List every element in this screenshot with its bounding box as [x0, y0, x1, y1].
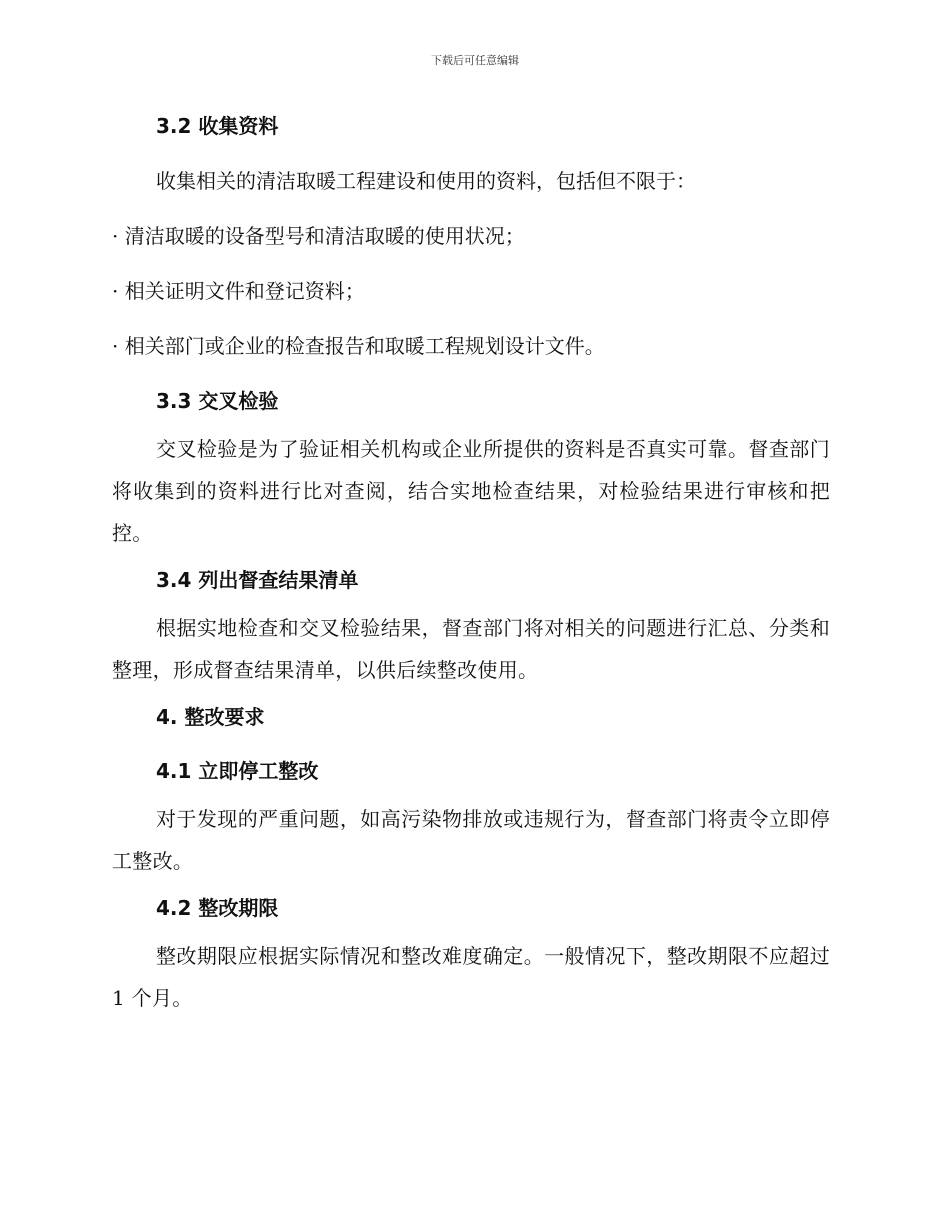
section-4-1-body: 对于发现的严重问题，如高污染物排放或违规行为，督查部门将责令立即停工整改。: [112, 807, 830, 873]
section-3-2-title: 3.2 收集资料: [156, 114, 279, 138]
document-body: [112, 112, 830, 1019]
section-4-title: 4. 整改要求: [156, 705, 265, 729]
section-3-2-item-3: · 相关部门或企业的检查报告和取暖工程规划设计文件。: [112, 334, 605, 358]
section-3-2-item-2: · 相关证明文件和登记资料；: [112, 279, 365, 303]
section-3-3-title: 3.3 交叉检验: [156, 389, 279, 413]
page-header: 下载后可任意编辑: [431, 54, 519, 67]
section-3-3-body: 交叉检验是为了验证相关机构或企业所提供的资料是否真实可靠。督查部门将收集到的资料进行比对查阅，结合实地检查结果，对检验结果进行审核和把控。: [112, 437, 830, 545]
section-3-2-item-1: · 清洁取暖的设备型号和清洁取暖的使用状况；: [112, 224, 525, 248]
section-3-4-title: 3.4 列出督查结果清单: [156, 568, 359, 592]
section-4-2-body: 整改期限应根据实际情况和整改难度确定。一般情况下，整改期限不应超过 1 个月。: [112, 944, 830, 1010]
section-4-2-title: 4.2 整改期限: [156, 896, 279, 920]
section-3-2-intro: 收集相关的清洁取暖工程建设和使用的资料，包括但不限于：: [156, 169, 696, 193]
section-4-1-title: 4.1 立即停工整改: [156, 759, 319, 783]
section-3-4-body: 根据实地检查和交叉检验结果，督查部门将对相关的问题进行汇总、分类和整理，形成督查结果清单，以供后续整改使用。: [112, 616, 830, 682]
